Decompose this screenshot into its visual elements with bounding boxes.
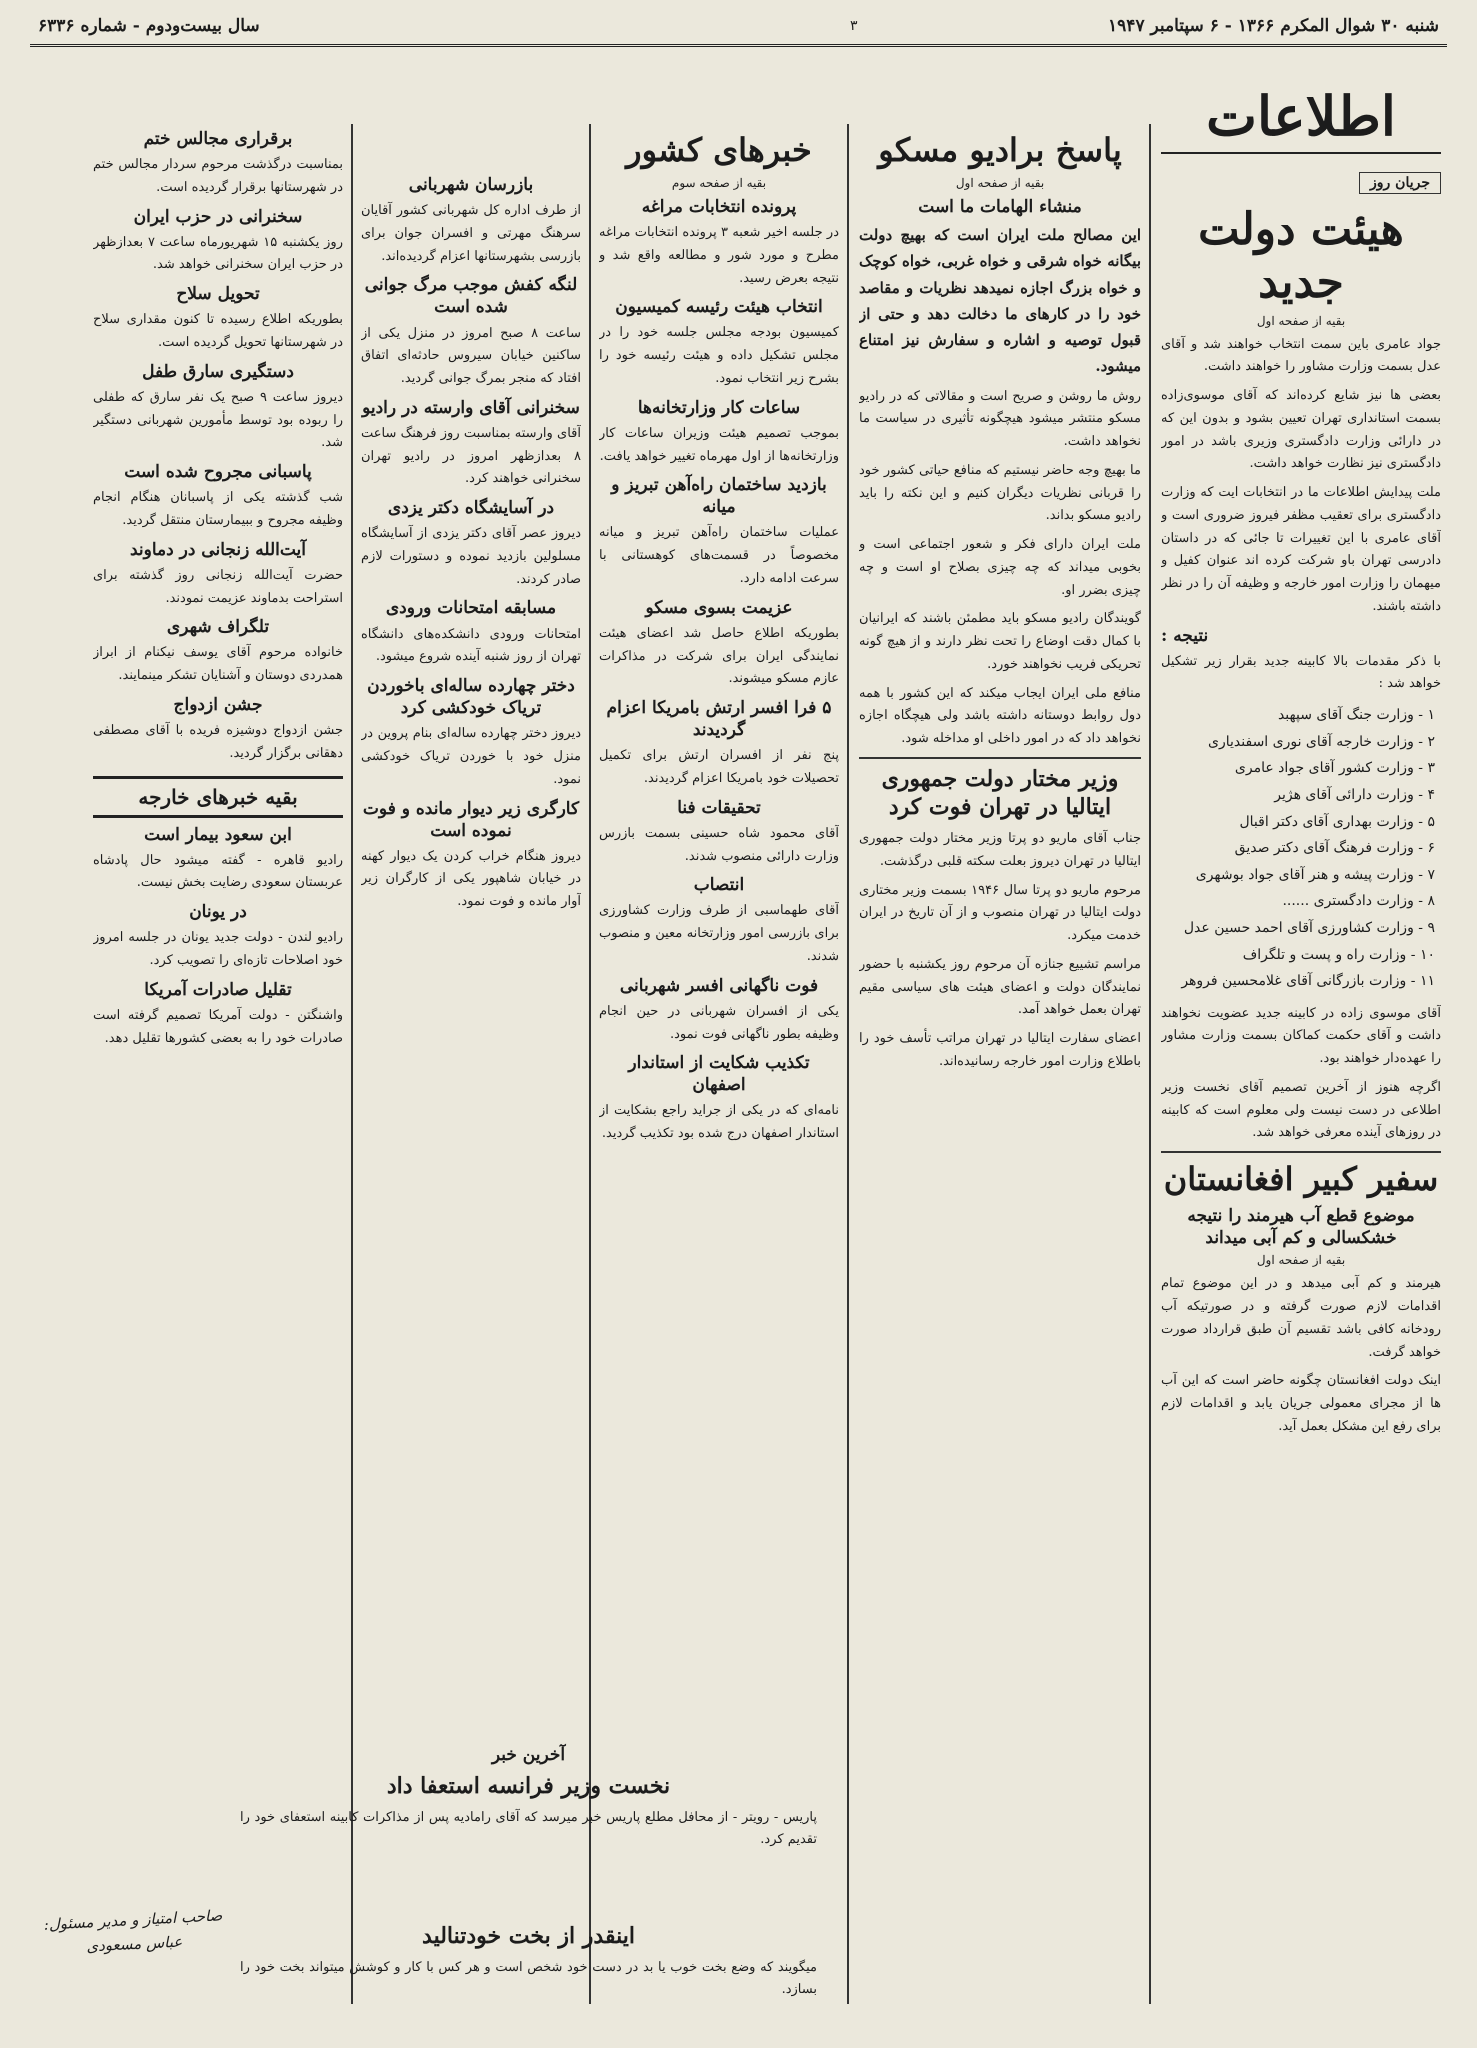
news-subheading: انتصاب xyxy=(693,875,745,896)
column-rule xyxy=(351,124,353,2004)
news-subheading: عزیمت بسوی مسکو xyxy=(645,597,793,618)
cabinet-item: ۷ - وزارت پیشه و هنر آقای جواد بوشهری xyxy=(1195,866,1435,883)
article-paragraph: آقای موسوی زاده در کابینه جدید عضویت نخواهند داشت و آقای حکمت کماکان بسمت وزارت مشاور را عهده‌دار خواهند بود. xyxy=(1161,1005,1441,1067)
news-paragraph: بموجب تصمیم هیئت وزیران ساعات کار وزارتخانه‌ها از اول مهرماه تغییر خواهد یافت. xyxy=(599,425,839,464)
continued-note: بقیه از صفحه اول xyxy=(955,176,1045,190)
news-paragraph: بطوریکه اطلاع حاصل شد اعضای هیئت نمایندگی ایران برای شرکت در مذاکرات عازم مسکو میشوند. xyxy=(599,625,839,687)
news-paragraph: دیروز عصر آقای دکتر یزدی از آسایشگاه مسلولین بازدید نموده و دستورات لازم صادر کردند. xyxy=(361,526,581,587)
article-paragraph: ملت پیدایش اطلاعات ما در انتخابات ایت که وزارت دادگستری برای تعقیب مظفر فیروز ضروری است و آقای عامری با این تغییرات تا جائی که در داستان دادرسی تهران باو شرکت کرده اند عنوان کفیل و میهمان را وزارت امور خارجه و وظیفه آن را در نظر داشته باشند. xyxy=(1161,485,1441,614)
headline-france-pm: نخست وزیر فرانسه استعفا داد xyxy=(386,1772,671,1799)
lead-heading: منشاء الهامات ما است xyxy=(918,197,1082,217)
news-subheading: بازرسان شهربانی xyxy=(408,175,534,195)
news-subheading: ۵ فرا افسر ارتش بامریکا اعزام گردیدند xyxy=(606,698,832,741)
news-subheading: سخنرانی در حزب ایران xyxy=(133,206,303,227)
article-paragraph: بعضی ها نیز شایع کرده‌اند که آقای موسوی‌زاده بسمت استانداری تهران تعیین بشود و بدون این که در دارائی وزارت دادگستری وزیری باشد در امور دادگستری نیز نظارت خواهد داشت. xyxy=(1161,388,1441,472)
news-paragraph: دیروز دختر چهارده ساله‌ای بنام پروین در منزل خود با خوردن تریاک خودکشی نمود. xyxy=(361,726,581,787)
news-subheading: آیت‌الله زنجانی در دماوند xyxy=(129,539,307,560)
article-lead-paragraph: این مصالح ملت ایران است که بهیچ دولت بیگانه خواه شرقی و خواه غربی، خواه کوچک و خواه بزرگ اجازه نمیدهد نظریات و مقاصد خود را در کارهای ما دخالت دهد و حتی از قبول توصیه و اشاره و سفارش نیز امتناع میشود. xyxy=(859,226,1141,376)
article-paragraph: هیرمند و کم آبی میدهد و در این موضوع تمام اقدامات لازم صورت گرفته و در صورتیکه آب رودخانه کافی باشد تقسیم آن طبق قرارداد صورت خواهد گرفت. xyxy=(1161,1276,1441,1360)
continued-note: بقیه از صفحه اول xyxy=(1256,1253,1346,1268)
issue-number: سال بیست‌ودوم - شماره ۶۳۳۶ xyxy=(38,16,260,36)
subheadline-helmand: موضوع قطع آب هیرمند را نتیجه خشکسالی و کم آبی میداند xyxy=(1187,1206,1415,1249)
news-subheading: سخنرانی آقای وارسته در رادیو xyxy=(362,397,580,418)
news-subheading: دختر چهارده ساله‌ای باخوردن تریاک خودکشی کرد xyxy=(367,676,575,719)
cabinet-item: ۹ - وزارت کشاورزی آقای احمد حسین عدل xyxy=(1183,919,1435,936)
news-paragraph: آقای محمود شاه حسینی بسمت بازرس وزارت دارائی منصوب شدند. xyxy=(599,825,839,864)
news-subheading: تحویل سلاح xyxy=(176,284,260,305)
cabinet-list xyxy=(1161,702,1441,995)
news-paragraph: نامه‌ای که در یکی از جراید راجع بشکایت از استاندار اصفهان درج شده بود تکذیب گردید. xyxy=(599,1103,839,1142)
news-paragraph: ساعت ۸ صبح امروز در منزل یکی از ساکنین خیابان سیروس حادثه‌ای اتفاق افتاد که منجر بمرگ جوانی گردید. xyxy=(361,325,581,387)
latest-news-box xyxy=(240,1740,817,1858)
article-paragraph: اینک دولت افغانستان چگونه حاضر است که این آب ها از مجرای معمولی جریان یابد و اقدامات لازم برای رفع این مشکل بعمل آید. xyxy=(1161,1373,1441,1434)
news-subheading: فوت ناگهانی افسر شهربانی xyxy=(619,975,819,996)
news-subheading: ساعات کار وزارتخانه‌ها xyxy=(637,397,801,418)
cabinet-item: ۶ - وزارت فرهنگ آقای دکتر صدیق xyxy=(1234,840,1435,857)
news-paragraph: آقای وارسته بمناسبت روز فرهنگ ساعت ۸ بعدازظهر امروز در رادیو تهران سخنرانی خواهند کرد. xyxy=(361,425,581,487)
news-subheading: برقراری مجالس ختم xyxy=(143,129,293,149)
column-rule xyxy=(1149,124,1151,2004)
headline-radio-moscow: پاسخ برادیو مسکو xyxy=(878,131,1122,169)
news-subheading: انتخاب هیئت رئیسه کمیسیون xyxy=(615,297,823,318)
column-rule xyxy=(847,124,849,2004)
news-paragraph: دیروز ساعت ۹ صبح یک نفر سارق که طفلی را ربوده بود توسط مأمورین شهربانی دستگیر شد. xyxy=(93,389,343,451)
continued-note: بقیه از صفحه اول xyxy=(1256,313,1346,328)
news-paragraph: میگویند که وضع بخت خوب یا بد در دست خود شخص است و هر کس با کار و کوشش میتواند بخت خود را بسازد. xyxy=(240,1959,817,1998)
headline-afghan-ambassador: سفیر کبیر افغانستان xyxy=(1163,1160,1439,1199)
news-subheading: در آسایشگاه دکتر یزدی xyxy=(387,498,555,519)
cabinet-item: ۵ - وزارت بهداری آقای دکتر اقبال xyxy=(1239,813,1435,830)
masthead xyxy=(1161,80,1441,154)
article-paragraph: مراسم تشییع جنازه آن مرحوم روز یکشنبه با حضور نمایندگان دولت و اعضای هیئت های سیاسی مقیم تهران بعمل خواهد آمد. xyxy=(859,956,1141,1018)
cabinet-item: ۸ - وزارت دادگستری ...... xyxy=(1282,893,1435,910)
news-paragraph: یکی از افسران شهربانی در حین انجام وظیفه بطور ناگهانی فوت نمود. xyxy=(599,1003,839,1042)
news-paragraph: رادیو لندن - دولت جدید یونان در جلسه امروز خود اصلاحات تازه‌ای را تصویب کرد. xyxy=(93,930,343,968)
news-paragraph: خانواده مرحوم آقای یوسف نیکنام از ابراز همدردی دوستان و آشنایان تشکر مینمایند. xyxy=(93,645,343,684)
headline-new-cabinet: هیئت دولت جدید xyxy=(1198,204,1404,308)
article-paragraph: اگرچه هنوز از آخرین تصمیم آقای نخست وزیر اطلاعی در دست نیست ولی معلوم است که کابینه در روزهای آینده معرفی خواهد شد. xyxy=(1161,1079,1441,1141)
news-paragraph: آقای طهماسبی از طرف وزارت کشاورزی برای بازرسی امور وزارتخانه معین و منصوب شدند. xyxy=(599,903,839,964)
divider xyxy=(859,757,1141,759)
foreign-news-heading: بقیه خبرهای خارجه xyxy=(93,776,343,818)
news-paragraph: بمناسبت درگذشت مرحوم سردار مجالس ختم در شهرستانها برقرار گردیده است. xyxy=(93,157,343,195)
article-paragraph: گویندگان رادیو مسکو باید مطمئن باشند که ایرانیان با کمال دقت اوضاع را تحت نظر دارند و از هیچ گونه تحریکی فریب نخواهند خورد. xyxy=(859,611,1141,672)
column-rule xyxy=(589,124,591,2004)
article-paragraph: اعضای سفارت ایتالیا در تهران مراتب تأسف خود را باطلاع وزارت امور خارجه رسانیده‌اند. xyxy=(859,1031,1141,1069)
news-subheading: لنگه کفش موجب مرگ جوانی شده است xyxy=(364,275,578,318)
article-paragraph: جواد عامری باین سمت انتخاب خواهند شد و آقای عدل بسمت وزارت مشاور را خواهند داشت. xyxy=(1161,336,1441,375)
cabinet-item: ۲ - وزارت خارجه آقای نوری اسفندیاری xyxy=(1208,733,1435,750)
cabinet-item: ۱۱ - وزارت بازرگانی آقای غلامحسین فروهر xyxy=(1181,973,1435,990)
issue-date: شنبه ۳۰ شوال المکرم ۱۳۶۶ - ۶ سپتامبر ۱۹۴۷ xyxy=(1108,16,1439,36)
news-paragraph: واشنگتن - دولت آمریکا تصمیم گرفته است صادرات خود را به بعضی کشورها تقلیل دهد. xyxy=(93,1007,343,1046)
news-paragraph: امتحانات ورودی دانشکده‌های دانشگاه تهران از روز شنبه آینده شروع میشود. xyxy=(361,626,581,665)
page-mark: ۳ xyxy=(850,18,858,34)
headline-italian-minister: وزیر مختار دولت جمهوری ایتالیا در تهران فوت کرد xyxy=(881,765,1119,821)
column-short-news xyxy=(93,124,343,1056)
publisher-signature: صاحب امتیاز و مدیر مسئول: عباس مسعودی xyxy=(43,1906,223,1956)
article-paragraph: منافع ملی ایران ایجاب میکند که این کشور با همه دول روابط دوستانه داشته باشد ولی هیچگاه اجازه نخواهد داد که در امور داخلی او مداخله شود. xyxy=(859,685,1141,747)
article-paragraph: ملت ایران دارای فکر و شعور اجتماعی است و بخوبی میداند که چه چیزی بصلاح او است و چه چیزی بضرر او. xyxy=(859,537,1141,598)
latest-news-label: آخرین خبر xyxy=(491,1744,566,1765)
section-heading-result: نتیجه : xyxy=(1161,625,1209,646)
news-paragraph: در جلسه اخیر شعبه ۳ پرونده انتخابات مراغه مطرح و مورد شور و مطالعه واقع شد و نتیجه بعرض رسید. xyxy=(599,225,839,286)
column-domestic-news-2 xyxy=(361,170,581,920)
news-paragraph: جشن ازدواج دوشیزه فریده با آقای مصطفی دهقانی برگزار گردید. xyxy=(93,723,343,761)
news-paragraph: از طرف اداره کل شهربانی کشور آقایان سرهنگ مهرتی و افسران جوان برای بازرسی بشهرستانها اعزام گردیده‌اند. xyxy=(361,203,581,264)
news-paragraph: پاریس - رویتر - از محافل مطلع پاریس خبر میرسد که آقای رامادیه پس از مذاکرات کابینه استعفای خود را تقدیم کرد. xyxy=(240,1809,817,1848)
news-subheading: ابن سعود بیمار است xyxy=(144,824,292,845)
news-paragraph: رادیو قاهره - گفته میشود حال پادشاه عربستان سعودی رضایت بخش نیست. xyxy=(93,852,343,891)
news-paragraph: کمیسیون بودجه مجلس جلسه خود را در مجلس تشکیل داده و هیئت رئیسه خود را بشرح زیر انتخاب نمود. xyxy=(599,325,839,386)
luck-essay-box xyxy=(240,1916,817,2008)
news-paragraph: حضرت آیت‌الله زنجانی روز گذشته برای استراحت بدماوند عزیمت نمودند. xyxy=(93,567,343,606)
divider xyxy=(1161,1151,1441,1153)
news-paragraph: پنج نفر از افسران ارتش برای تکمیل تحصیلات خود بامریکا اعزام گردیدند. xyxy=(599,748,839,786)
column-domestic-news xyxy=(599,124,839,1152)
news-subheading: در یونان xyxy=(189,902,247,923)
news-subheading: دستگیری سارق طفل xyxy=(142,361,294,382)
headline-luck: اینقدر از بخت خودتنالید xyxy=(422,1922,635,1949)
news-subheading: تلگراف شهری xyxy=(166,617,270,638)
news-paragraph: شب گذشته یکی از پاسبانان هنگام انجام وظیفه مجروح و ببیمارستان منتقل گردید. xyxy=(93,490,343,528)
news-subheading: بازدید ساختمان راه‌آهن تبریز و میانه xyxy=(611,475,827,518)
continued-note: بقیه از صفحه سوم xyxy=(671,176,767,190)
article-paragraph: مرحوم ماریو دو پرتا سال ۱۹۴۶ بسمت وزیر مختاری دولت ایتالیا در تهران منصوب و از آن تاریخ در ایران خدمت میکرد. xyxy=(859,882,1141,944)
news-paragraph: عملیات ساختمان راه‌آهن تبریز و میانه مخصوصاً در قسمت‌های کوهستانی با سرعت ادامه دارد. xyxy=(599,525,839,586)
news-subheading: تحقیقات فنا xyxy=(677,797,761,818)
cabinet-item: ۱ - وزارت جنگ آقای سپهبد xyxy=(1277,707,1435,724)
news-paragraph: روز یکشنبه ۱۵ شهریورماه ساعت ۷ بعدازظهر در حزب ایران سخنرانی خواهد شد. xyxy=(93,234,343,273)
news-subheading: تکذیب شکایت از استاندار اصفهان xyxy=(628,1053,810,1096)
news-paragraph: بطوریکه اطلاع رسیده تا کنون مقداری سلاح در شهرستانها تحویل گردیده است. xyxy=(93,312,343,351)
masthead-logo: اطلاعات xyxy=(1206,84,1396,148)
article-paragraph: با ذکر مقدمات بالا کابینه جدید بقرار زیر تشکیل خواهد شد : xyxy=(1161,653,1441,692)
news-subheading: پرونده انتخابات مراغه xyxy=(641,197,797,217)
news-subheading: پاسبانی مجروح شده است xyxy=(124,462,312,483)
article-paragraph: جناب آقای ماریو دو پرتا وزیر مختار دولت جمهوری ایتالیا در تهران دیروز بعلت سکته قلبی درگذشت. xyxy=(859,831,1141,869)
cabinet-item: ۳ - وزارت کشور آقای جواد عامری xyxy=(1234,760,1435,777)
kicker-label: جریان روز xyxy=(1359,172,1441,194)
cabinet-item: ۴ - وزارت دارائی آقای هژیر xyxy=(1274,786,1435,803)
news-subheading: جشن ازدواج xyxy=(173,694,263,715)
column-radio-moscow xyxy=(859,124,1141,1080)
headline-domestic-news: خبرهای کشور xyxy=(626,131,812,169)
article-paragraph: روش ما روشن و صریح است و مقالاتی که در رادیو مسکو منتشر میشود هیچگونه تأثیری در سیاست ما نخواهد داشت. xyxy=(859,388,1141,450)
article-paragraph: ما بهیچ وجه حاضر نیستیم که منافع حیاتی کشور خود را قربانی نظریات دیگران کنیم و این نکته را باید رادیو مسکو بداند. xyxy=(859,462,1141,524)
dateline-bar xyxy=(30,8,1447,47)
news-subheading: تقلیل صادرات آمریکا xyxy=(144,979,292,1000)
news-paragraph: دیروز هنگام خراب کردن یک دیوار کهنه در خیابان شاهپور یکی از کارگران زیر آوار مانده و فوت نمود. xyxy=(361,848,581,910)
news-subheading: کارگری زیر دیوار مانده و فوت نموده است xyxy=(362,798,580,841)
cabinet-item: ۱۰ - وزارت راه و پست و تلگراف xyxy=(1242,946,1435,963)
news-subheading: مسابقه امتحانات ورودی xyxy=(385,598,557,619)
column-cabinet xyxy=(1161,168,1441,1445)
